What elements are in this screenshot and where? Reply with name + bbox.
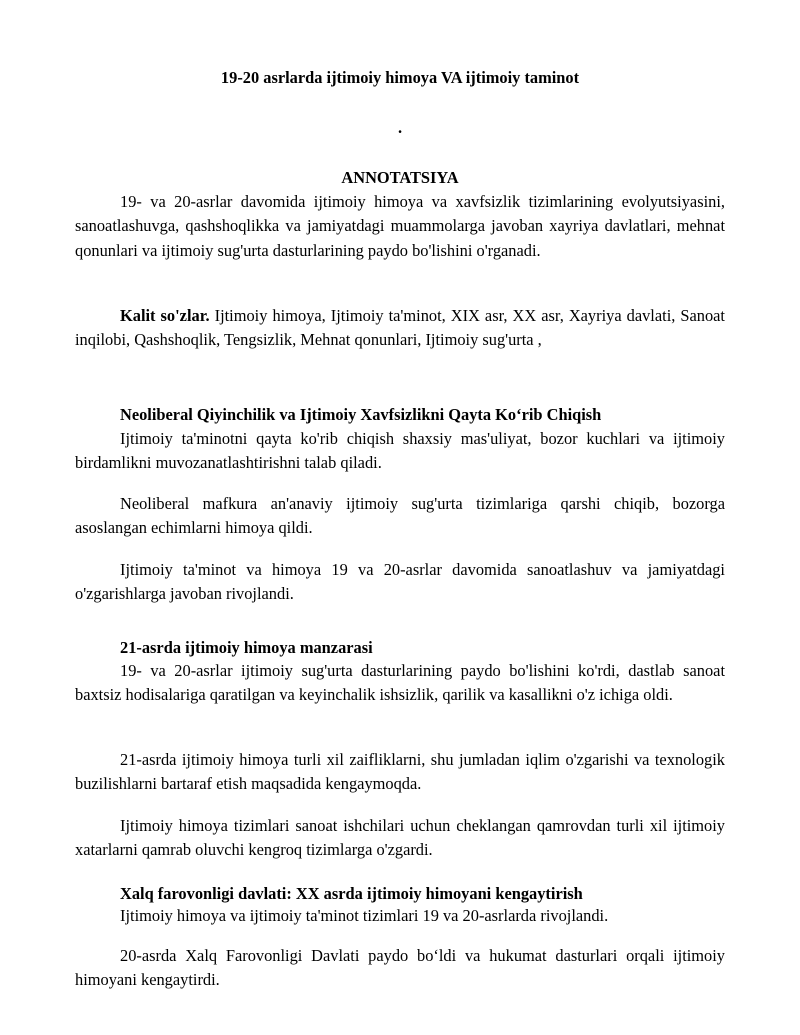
paragraph: 20-asrda Xalq Farovonligi Davlati paydo bo‘ldi va hukumat dasturlari orqali ijtimoiy himoyani kengaytirdi. [75, 946, 725, 990]
annotation-heading: ANNOTATSIYA [341, 168, 459, 187]
paragraph: Ijtimoiy himoya tizimlari sanoat ishchilari uchun cheklangan qamrovdan turli xil ijtimoiy xatarlarni qamrab oluvchi kengroq tizimlarga o'zgardi. [75, 816, 725, 860]
paragraph: 19- va 20-asrlar ijtimoiy sug'urta dasturlarining paydo bo'lishini ko'rdi, dastlab sanoat baxtsiz hodisalariga qaratilgan va keyinchalik ishsizlik, qarilik va kasallikni o'z ichiga oldi. [75, 661, 725, 705]
keywords-text: Ijtimoiy himoya, Ijtimoiy ta'minot, XIX asr, XX asr, Xayriya davlati, Sanoat inqilobi, Qashshoqlik, Tengsizlik, Mehnat qonunlari, Ijtimoiy sug'urta , [75, 306, 725, 350]
paragraph: Ijtimoiy ta'minot va himoya 19 va 20-asrlar davomida sanoatlashuv va jamiyatdagi o'zgarishlarga javoban rivojlandi. [75, 560, 725, 604]
paragraph: Neoliberal mafkura an'anaviy ijtimoiy sug'urta tizimlariga qarshi chiqib, bozorga asoslangan echimlarni himoya qildi. [75, 494, 725, 538]
title-dot: . [397, 118, 403, 137]
paragraph: Ijtimoiy himoya va ijtimoiy ta'minot tizimlari 19 va 20-asrlarda rivojlandi. [120, 906, 609, 925]
paragraph: Ijtimoiy ta'minotni qayta ko'rib chiqish shaxsiy mas'uliyat, bozor kuchlari va ijtimoiy birdamlikni muvozanatlashtirishni talab qiladi. [75, 429, 725, 473]
keywords-paragraph [75, 304, 725, 353]
keywords-label: Kalit so'zlar. [120, 306, 210, 325]
annotation-text: 19- va 20-asrlar davomida ijtimoiy himoya va xavfsizlik tizimlarining evolyutsiyasini, sanoatlashuvga, qashshoqlikka va jamiyatdagi muammolarga javoban xayriya davlatlari, mehnat qonunlari va ijtimoiy sug'urta dasturlarining paydo bo'lishini o'rganadi. [75, 192, 725, 260]
section-heading-21st-century: 21-asrda ijtimoiy himoya manzarasi [120, 638, 373, 657]
section-heading-welfare-state: Xalq farovonligi davlati: XX asrda ijtimoiy himoyani kengaytirish [120, 884, 583, 903]
paragraph: 21-asrda ijtimoiy himoya turli xil zaifliklarni, shu jumladan iqlim o'zgarishi va texnologik buzilishlarni bartaraf etish maqsadida kengaymoqda. [75, 750, 725, 794]
section-heading-neoliberal: Neoliberal Qiyinchilik va Ijtimoiy Xavfsizlikni Qayta Ko‘rib Chiqish [120, 405, 602, 424]
document-title: 19-20 asrlarda ijtimoiy himoya VA ijtimoiy taminot [220, 68, 580, 87]
